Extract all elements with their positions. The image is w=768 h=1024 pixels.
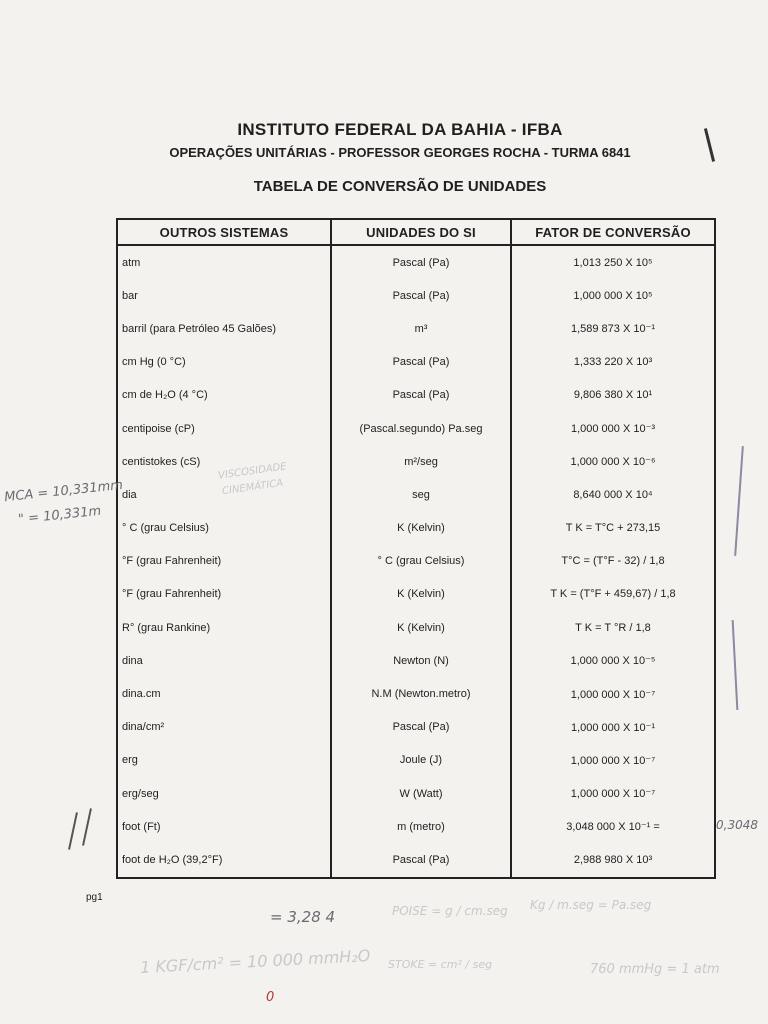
cell-unidade-si: Newton (N) [331,644,511,677]
page-number: pg1 [86,892,103,903]
handwritten-pa-seg: Kg / m.seg = Pa.seg [530,898,652,912]
table-row [117,346,715,379]
header-outros-sistemas: OUTROS SISTEMAS [117,219,331,245]
handwritten-kgf-note: 1 KGF/cm² = 10 000 mmH₂O [139,945,371,978]
cell-fator-conversao: 1,000 000 X 10⁻⁵ [511,644,715,677]
pen-stroke-mark-4 [734,446,744,556]
table-row [117,312,715,345]
cell-outros-sistemas: °F (grau Fahrenheit) [117,578,331,611]
cell-fator-conversao: 1,013 250 X 10⁵ [511,245,715,279]
handwritten-poise: POISE = g / cm.seg [392,904,508,918]
handwritten-mca-note: MCA = 10,331mm [3,477,124,506]
cell-outros-sistemas: °F (grau Fahrenheit) [117,545,331,578]
handwritten-cinematica: CINEMÁTICA [221,477,284,498]
table-row [117,578,715,611]
table-row [117,545,715,578]
cell-unidade-si: Joule (J) [331,744,511,777]
table-row [117,412,715,445]
pen-stroke-mark-3 [82,808,92,846]
cell-fator-conversao: 1,000 000 X 10⁵ [511,279,715,312]
cell-outros-sistemas: dia [117,478,331,511]
cell-fator-conversao: 1,000 000 X 10⁻⁷ [511,744,715,777]
pen-stroke-mark-2 [68,812,78,850]
header-fator-conversao: FATOR DE CONVERSÃO [511,219,715,245]
cell-fator-conversao: T K = T °R / 1,8 [511,611,715,644]
cell-unidade-si: Pascal (Pa) [331,843,511,877]
table-row [117,711,715,744]
cell-outros-sistemas: cm de H₂O (4 °C) [117,379,331,412]
cell-outros-sistemas: erg/seg [117,777,331,810]
cell-outros-sistemas: atm [117,245,331,279]
cell-outros-sistemas: ° C (grau Celsius) [117,512,331,545]
cell-unidade-si: (Pascal.segundo) Pa.seg [331,412,511,445]
cell-fator-conversao: 1,000 000 X 10⁻³ [511,412,715,445]
table-row [117,644,715,677]
cell-fator-conversao: 1,000 000 X 10⁻⁷ [511,777,715,810]
cell-fator-conversao: T°C = (T°F - 32) / 1,8 [511,545,715,578]
handwritten-viscosidade: VISCOSIDADE [217,461,288,482]
table-row [117,677,715,710]
cell-unidade-si: Pascal (Pa) [331,379,511,412]
table-row [117,512,715,545]
cell-outros-sistemas: dina.cm [117,677,331,710]
cell-fator-conversao: 8,640 000 X 10⁴ [511,478,715,511]
cell-unidade-si: W (Watt) [331,777,511,810]
handwritten-foot-note: 0,3048 [716,818,758,832]
cell-unidade-si: Pascal (Pa) [331,279,511,312]
cell-outros-sistemas: R° (grau Rankine) [117,611,331,644]
cell-unidade-si: m (metro) [331,810,511,843]
cell-unidade-si: m²/seg [331,445,511,478]
pen-stroke-mark-5 [732,620,739,710]
cell-outros-sistemas: foot (Ft) [117,810,331,843]
table-row [117,611,715,644]
cell-unidade-si: K (Kelvin) [331,512,511,545]
handwritten-ft-note: = 3,28 4 [270,908,336,926]
cell-outros-sistemas: centistokes (cS) [117,445,331,478]
cell-outros-sistemas: foot de H₂O (39,2°F) [117,843,331,877]
handwritten-stokes: STOKE = cm² / seg [388,958,493,971]
pen-stroke-mark [704,128,715,162]
institution-title: INSTITUTO FEDERAL DA BAHIA - IFBA [237,120,563,139]
cell-outros-sistemas: erg [117,744,331,777]
table-row [117,478,715,511]
header-unidades-si: UNIDADES DO SI [331,219,511,245]
handwritten-zero: 0 [266,990,275,1005]
cell-fator-conversao: 1,000 000 X 10⁻¹ [511,711,715,744]
cell-outros-sistemas: bar [117,279,331,312]
course-subtitle: OPERAÇÕES UNITÁRIAS - PROFESSOR GEORGES ROCHA - TURMA 6841 [169,145,631,160]
handwritten-mca-note-2: " = 10,331m [17,503,102,528]
cell-unidade-si: N.M (Newton.metro) [331,677,511,710]
cell-unidade-si: Pascal (Pa) [331,346,511,379]
table-row [117,744,715,777]
table-row [117,279,715,312]
handwritten-mmhg: 760 mmHg = 1 atm [590,962,720,977]
cell-unidade-si: m³ [331,312,511,345]
cell-outros-sistemas: dina/cm² [117,711,331,744]
cell-outros-sistemas: barril (para Petróleo 45 Galões) [117,312,331,345]
cell-unidade-si: ° C (grau Celsius) [331,545,511,578]
cell-fator-conversao: 1,589 873 X 10⁻¹ [511,312,715,345]
cell-unidade-si: K (Kelvin) [331,578,511,611]
cell-fator-conversao: T K = T°C + 273,15 [511,512,715,545]
cell-unidade-si: Pascal (Pa) [331,245,511,279]
cell-fator-conversao: 9,806 380 X 10¹ [511,379,715,412]
table-row [117,777,715,810]
table-row [117,445,715,478]
cell-fator-conversao: 1,000 000 X 10⁻⁶ [511,445,715,478]
table-row [117,379,715,412]
cell-fator-conversao: 2,988 980 X 10³ [511,843,715,877]
cell-unidade-si: seg [331,478,511,511]
conversion-table [116,218,716,879]
table-row [117,245,715,279]
table-row [117,810,715,843]
cell-outros-sistemas: cm Hg (0 °C) [117,346,331,379]
cell-unidade-si: Pascal (Pa) [331,711,511,744]
table-header-row [117,219,715,245]
cell-unidade-si: K (Kelvin) [331,611,511,644]
table-title: TABELA DE CONVERSÃO DE UNIDADES [253,178,547,195]
cell-fator-conversao: 3,048 000 X 10⁻¹ = [511,810,715,843]
cell-fator-conversao: 1,333 220 X 10³ [511,346,715,379]
cell-fator-conversao: 1,000 000 X 10⁻⁷ [511,677,715,710]
cell-fator-conversao: T K = (T°F + 459,67) / 1,8 [511,578,715,611]
cell-outros-sistemas: dina [117,644,331,677]
cell-outros-sistemas: centipoise (cP) [117,412,331,445]
table-row [117,843,715,877]
